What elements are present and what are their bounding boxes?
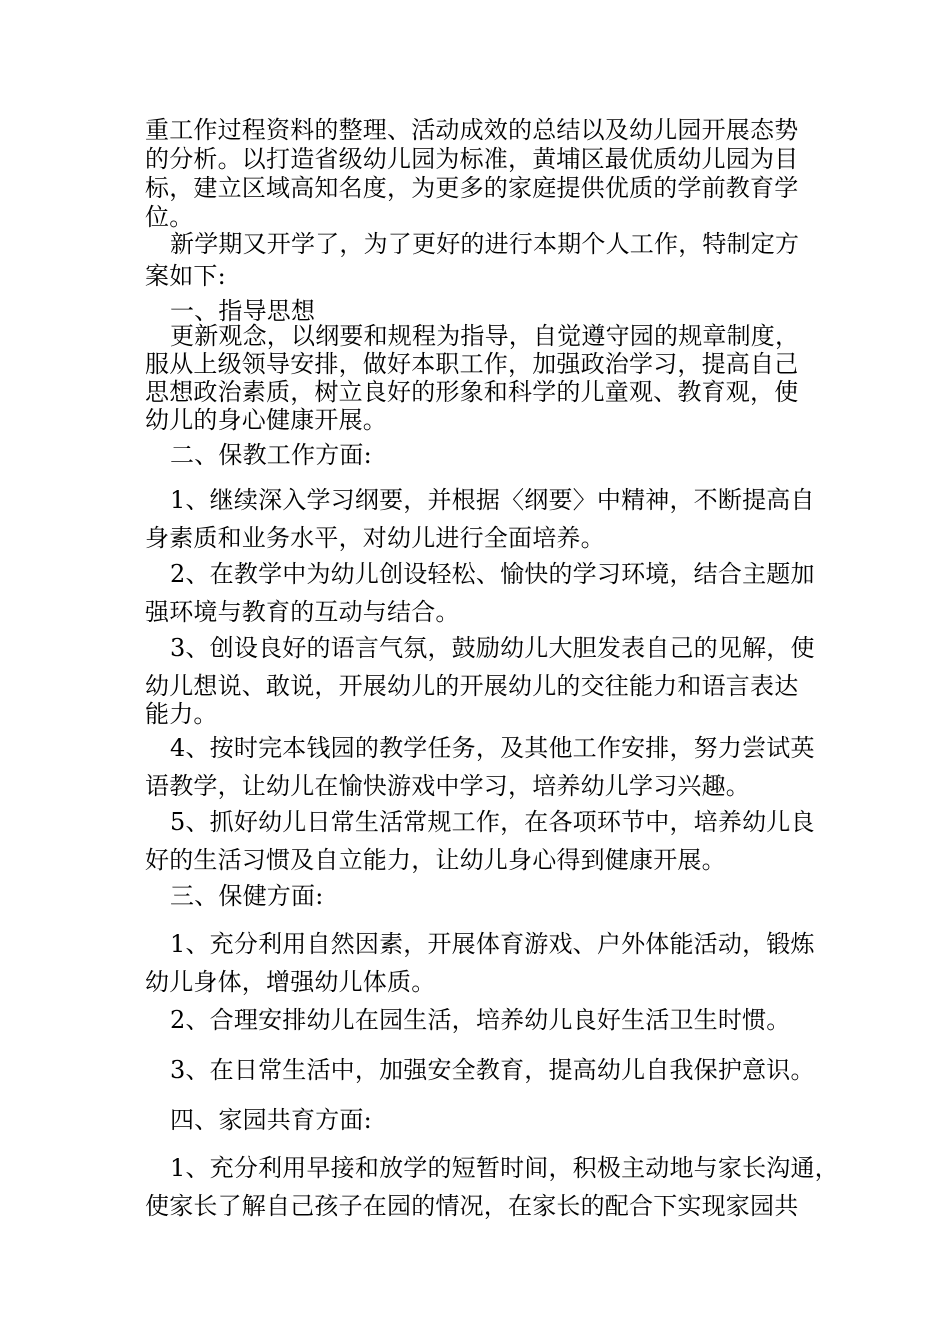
paragraph-line: 标，建立区域高知名度，为更多的家庭提供优质的学前教育学 <box>145 174 799 202</box>
section-heading-2: 二、保教工作方面: <box>170 441 372 469</box>
list-item-line: 1、继续深入学习纲要，并根据〈纲要〉中精神，不断提高自 <box>170 486 815 514</box>
list-item-line: 强环境与教育的互动与结合。 <box>145 598 460 626</box>
list-item-line: 使家长了解自己孩子在园的情况，在家长的配合下实现家园共 <box>145 1192 799 1220</box>
paragraph-line: 更新观念，以纲要和规程为指导，自觉遵守园的规章制度， <box>170 322 800 350</box>
paragraph-line: 幼儿的身心健康开展。 <box>145 406 387 434</box>
list-item-line: 好的生活习惯及自立能力，让幼儿身心得到健康开展。 <box>145 846 726 874</box>
list-item-line: 1、充分利用早接和放学的短暂时间，积极主动地与家长沟通， <box>170 1154 839 1182</box>
list-item-line: 4、按时完本钱园的教学任务，及其他工作安排，努力尝试英 <box>170 734 815 762</box>
list-item-line: 1、充分利用自然因素，开展体育游戏、户外体能活动，锻炼 <box>170 930 815 958</box>
section-heading-1: 一、指导思想 <box>170 297 316 325</box>
list-item-line: 5、抓好幼儿日常生活常规工作，在各项环节中，培养幼儿良 <box>170 808 815 836</box>
paragraph-line: 重工作过程资料的整理、活动成效的总结以及幼儿园开展态势 <box>145 116 799 144</box>
section-heading-3: 三、保健方面: <box>170 882 324 910</box>
list-item-line: 能力。 <box>145 700 218 728</box>
list-item-line: 3、在日常生活中，加强安全教育，提高幼儿自我保护意识。 <box>170 1056 815 1084</box>
paragraph-line: 的分析。以打造省级幼儿园为标准，黄埔区最优质幼儿园为目 <box>145 145 799 173</box>
paragraph-line: 思想政治素质，树立良好的形象和科学的儿童观、教育观，使 <box>145 378 799 406</box>
list-item-line: 幼儿身体，增强幼儿体质。 <box>145 968 436 996</box>
list-item-line: 幼儿想说、敢说，开展幼儿的开展幼儿的交往能力和语言表达 <box>145 672 799 700</box>
section-heading-4: 四、家园共育方面: <box>170 1106 372 1134</box>
paragraph-line: 服从上级领导安排，做好本职工作，加强政治学习，提高自己 <box>145 350 799 378</box>
paragraph-line: 案如下: <box>145 262 226 290</box>
list-item-line: 3、创设良好的语言气氛，鼓励幼儿大胆发表自己的见解，使 <box>170 634 815 662</box>
list-item-line: 身素质和业务水平，对幼儿进行全面培养。 <box>145 524 605 552</box>
paragraph-line: 位。 <box>145 203 194 231</box>
list-item-line: 2、合理安排幼儿在园生活，培养幼儿良好生活卫生时惯。 <box>170 1006 791 1034</box>
paragraph-line: 新学期又开学了，为了更好的进行本期个人工作，特制定方 <box>170 230 800 258</box>
list-item-line: 语教学，让幼儿在愉快游戏中学习，培养幼儿学习兴趣。 <box>145 772 750 800</box>
list-item-line: 2、在教学中为幼儿创设轻松、愉快的学习环境，结合主题加 <box>170 560 815 588</box>
